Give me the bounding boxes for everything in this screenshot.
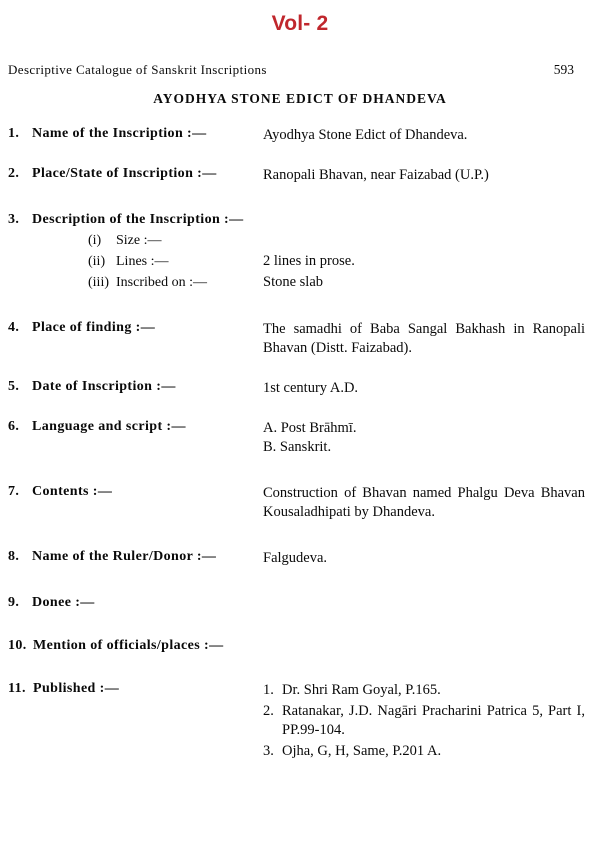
entry-value: The samadhi of Baba Sangal Bakhash in Ranopali Bhavan (Distt. Faizabad). <box>263 321 585 356</box>
entry-row <box>0 484 600 522</box>
reference-text: Ratanakar, J.D. Nagāri Pracharini Patrica 5, Part I, PP.99-104. <box>282 703 585 738</box>
entry-label-text: Name of the Ruler/Donor :— <box>32 549 217 564</box>
language-line-b: B. Sanskrit. <box>263 439 332 455</box>
entry-value: Ayodhya Stone Edict of Dhandeva. <box>263 127 468 143</box>
entry-row <box>0 166 600 185</box>
entry-number: 2. <box>8 166 20 181</box>
language-line-a: A. Post Brāhmī. <box>263 420 357 436</box>
row-gap <box>0 145 600 166</box>
entry-row <box>0 595 600 611</box>
sub-entry-value: Stone slab <box>263 274 324 290</box>
entry-number: 1. <box>8 126 20 141</box>
sub-entry-row <box>0 230 600 251</box>
entry-label <box>0 320 263 336</box>
entry-label-text: Place/State of Inscription :— <box>32 166 217 181</box>
entry-label-text: Place of finding :— <box>32 320 156 335</box>
entry-row <box>0 549 600 568</box>
entry-row <box>0 212 600 228</box>
entry-label-text: Published :— <box>33 681 120 696</box>
entry-label-text: Contents :— <box>32 484 113 499</box>
entry-label-text: Date of Inscription :— <box>32 379 176 394</box>
running-header: Descriptive Catalogue of Sanskrit Inscriptions <box>8 62 267 77</box>
entry-value: 1st century A.D. <box>263 380 359 396</box>
reference-marker: 1. <box>263 682 274 698</box>
sub-entry-label-text: Lines :— <box>116 254 169 269</box>
entry-number: 11. <box>8 681 26 696</box>
row-gap <box>0 611 600 638</box>
entry-number: 3. <box>8 212 20 227</box>
row-gap <box>0 654 600 681</box>
sub-entry-roman: (iii) <box>88 275 109 290</box>
entry-row <box>0 320 600 358</box>
entry-row <box>0 419 600 457</box>
entry-number: 6. <box>8 419 20 434</box>
row-gap <box>0 185 600 212</box>
entry-row <box>0 638 600 654</box>
entry-label-text: Mention of officials/places :— <box>33 638 224 653</box>
row-gap <box>0 358 600 379</box>
entry-label <box>0 484 263 500</box>
published-reference-list <box>263 681 585 761</box>
entry-label <box>0 212 263 228</box>
sub-entry-roman: (ii) <box>88 254 106 269</box>
sub-entry-label <box>0 272 263 293</box>
entry-number: 4. <box>8 320 20 335</box>
entry-label <box>0 549 263 565</box>
entry-number: 8. <box>8 549 20 564</box>
sub-entry-label <box>0 251 263 272</box>
entry-label-text: Description of the Inscription :— <box>32 212 244 227</box>
entry-value: Ranopali Bhavan, near Faizabad (U.P.) <box>263 167 489 183</box>
entry-label-text: Donee :— <box>32 595 95 610</box>
entry-value: Falgudeva. <box>263 550 328 566</box>
entry-list <box>0 126 600 763</box>
reference-item <box>263 702 585 740</box>
entry-label <box>0 595 263 611</box>
entry-label <box>0 419 263 435</box>
sub-entry-row <box>0 251 600 272</box>
reference-item <box>263 681 585 700</box>
entry-label <box>0 379 263 395</box>
entry-label <box>0 638 263 654</box>
row-gap <box>0 522 600 549</box>
entry-number: 9. <box>8 595 20 610</box>
page-number: 593 <box>553 62 574 77</box>
reference-text: Dr. Shri Ram Goyal, P.165. <box>282 682 441 698</box>
entry-number: 5. <box>8 379 20 394</box>
row-gap <box>0 398 600 419</box>
reference-marker: 3. <box>263 743 274 759</box>
article-title: AYODHYA STONE EDICT OF DHANDEVA <box>153 91 447 106</box>
sub-entry-row <box>0 272 600 293</box>
entry-row <box>0 379 600 398</box>
entry-value: Construction of Bhavan named Phalgu Deva Bhavan Kousaladhipati by Dhandeva. <box>263 485 585 520</box>
reference-marker: 2. <box>263 703 274 719</box>
reference-text: Ojha, G, H, Same, P.201 A. <box>282 743 442 759</box>
reference-item <box>263 742 585 761</box>
row-gap <box>0 457 600 484</box>
volume-heading: Vol- 2 <box>271 12 329 35</box>
entry-label <box>0 166 263 182</box>
entry-value <box>263 681 600 763</box>
row-gap <box>0 293 600 320</box>
row-gap <box>0 568 600 595</box>
sub-entry-list <box>0 230 600 293</box>
sub-entry-label-text: Size :— <box>116 233 162 248</box>
entry-row <box>0 681 600 763</box>
entry-number: 7. <box>8 484 20 499</box>
entry-number: 10. <box>8 638 27 653</box>
sub-entry-label <box>0 230 263 251</box>
entry-value <box>263 419 600 457</box>
entry-label-text: Language and script :— <box>32 419 186 434</box>
entry-label-text: Name of the Inscription :— <box>32 126 207 141</box>
entry-label <box>0 681 263 697</box>
sub-entry-label-text: Inscribed on :— <box>116 275 207 290</box>
entry-row <box>0 126 600 145</box>
sub-entry-roman: (i) <box>88 233 102 248</box>
sub-entry-value: 2 lines in prose. <box>263 253 355 269</box>
entry-label <box>0 126 263 142</box>
